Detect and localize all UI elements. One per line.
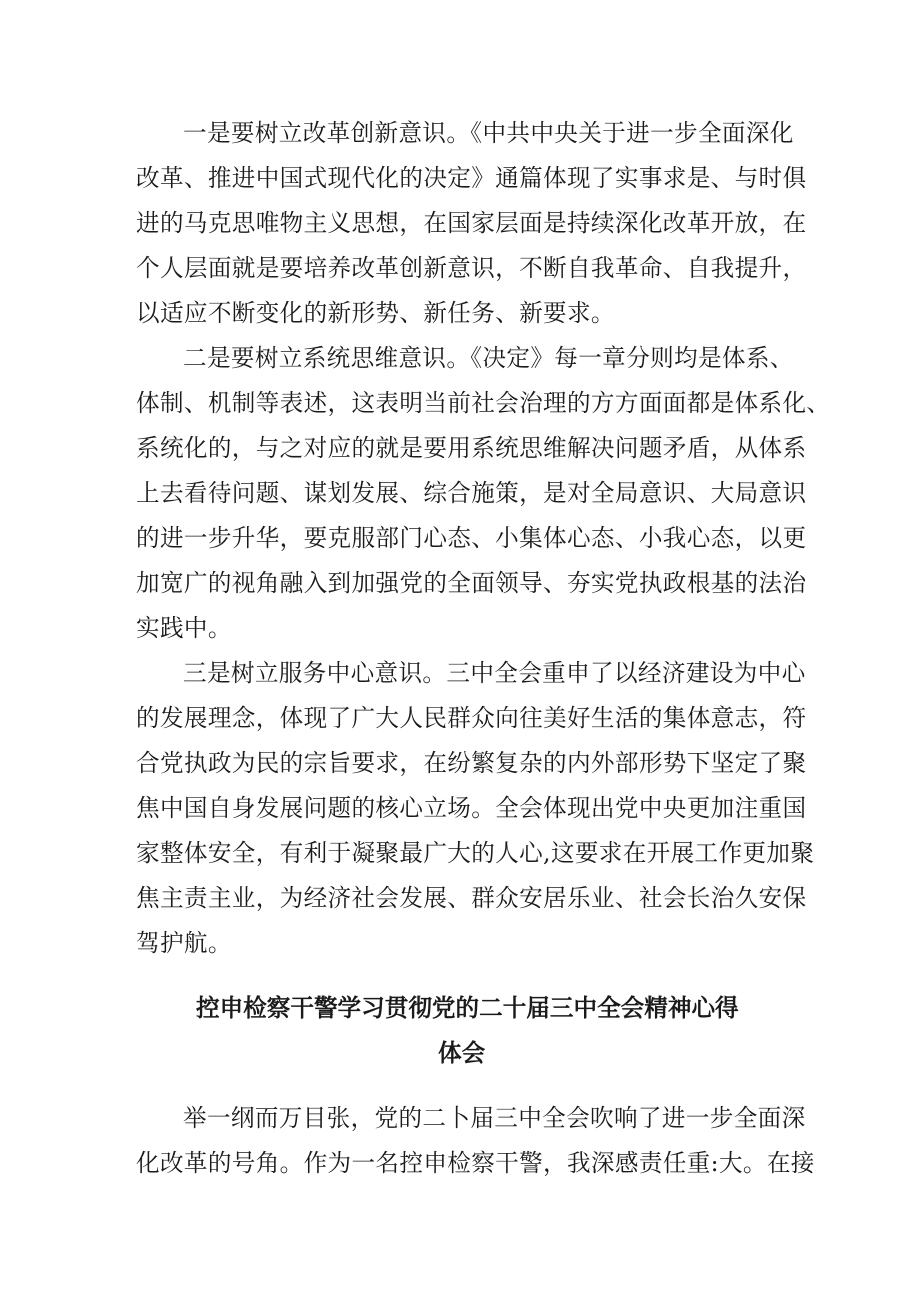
paragraph-line: 举一纲而万目张，党的二卜届三中全会吹响了进一步全面深 — [183, 1104, 806, 1132]
paragraph-line: 二是要树立系统思维意识。《决定》每一章分则均是体系、 — [183, 344, 794, 372]
paragraph-line: 一是要树立改革创新意识。《中共中央关于进一步全面深化 — [183, 119, 794, 147]
paragraph-line: 焦主责主业，为经济社会发展、群众安居乐业、社会长治久安保 — [136, 884, 807, 912]
paragraph-line: 加宽广的视角融入到加强党的全面领导、夯实党执政根基的法治 — [136, 569, 807, 597]
paragraph-line: 三是树立服务中心意识。三中全会重申了以经济建设为中心 — [183, 659, 806, 687]
paragraph-line: 家整体安全，有利于凝聚最广大的人心,这要求在开展工作更加聚 — [136, 839, 815, 867]
paragraph-line: 化改革的号角。作为一名控申检察干警，我深感责任重:大。在接 — [136, 1149, 815, 1177]
section-title-line-2: 体会 — [438, 1039, 486, 1067]
paragraph-line: 体制、机制等表述，这表明当前社会治理的方方面面都是体系化、 — [136, 389, 831, 417]
paragraph-line: 的发展理念，体现了广大人民群众向往美好生活的集体意志，符 — [136, 704, 807, 732]
paragraph-line: 的进一步升华，要克服部门心态、小集体心态、小我心态，以更 — [136, 524, 807, 552]
paragraph-line: 合党执政为民的宗旨要求，在纷繁复杂的内外部形势下坚定了聚 — [136, 749, 807, 777]
paragraph-line: 进的马克思唯物主义思想，在国家层面是持续深化改革开放，在 — [136, 209, 807, 237]
paragraph-line: 实践中。 — [136, 614, 232, 642]
paragraph-line: 个人层面就是要培养改革创新意识，不断自我革命、自我提升， — [136, 254, 807, 282]
paragraph-line: 系统化的，与之对应的就是要用系统思维解决问题矛盾，从体系 — [136, 434, 807, 462]
section-title-line-1: 控申检察干警学习贯彻党的二十届三中全会精神心得 — [196, 994, 739, 1022]
paragraph-line: 改革、推进中国式现代化的决定》通篇体现了实事求是、与时俱 — [136, 164, 807, 192]
paragraph-line: 以适应不断变化的新形势、新任务、新要求。 — [136, 299, 615, 327]
paragraph-line: 驾护航。 — [136, 929, 232, 957]
paragraph-line: 焦中国自身发展问题的核心立场。全会体现出党中央更加注重国 — [136, 794, 807, 822]
paragraph-line: 上去看待问题、谋划发展、综合施策，是对全局意识、大局意识 — [136, 479, 807, 507]
